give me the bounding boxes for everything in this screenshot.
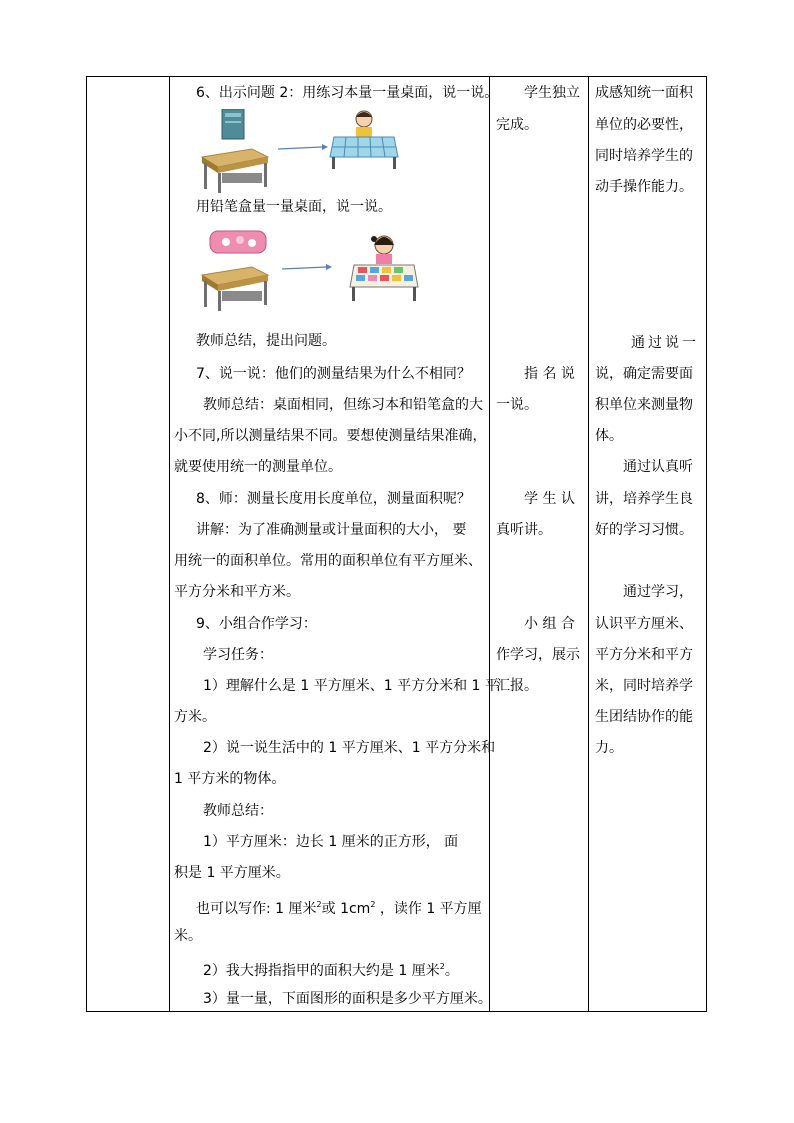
thumb-text: 。 <box>444 963 459 979</box>
intent-text: 通过认真听 <box>623 459 693 475</box>
intent-text: 通过说一 <box>631 335 699 351</box>
intent-text: 体。 <box>595 428 623 444</box>
definition-line: 1）平方厘米：边长 1 厘米的正方形， 面 <box>203 834 459 850</box>
step7-text: 7、说一说：他们的测量结果为什么不相同？ <box>196 366 471 382</box>
intent-text: 平方分米和平方 <box>595 647 693 663</box>
arrow-icon <box>282 263 332 273</box>
step8-text: 8、师：测量长度用长度单位，测量面积呢？ <box>196 491 471 507</box>
write-as-text: 或 1cm <box>321 901 371 917</box>
boy-at-desk-illustration <box>328 109 400 169</box>
student-text: 完成。 <box>496 117 538 133</box>
desk-illustration <box>200 147 270 193</box>
student-text: 一说。 <box>496 397 538 413</box>
step9-text: 9、小组合作学习： <box>196 616 317 632</box>
stage-column <box>87 77 169 1011</box>
lesson-table <box>86 76 707 1012</box>
intent-text: 动手操作能力。 <box>595 179 693 195</box>
student-text: 学 生 认 <box>524 491 575 507</box>
student-text: 学生独立 <box>524 85 580 101</box>
write-as-line <box>196 895 482 919</box>
measure-line: 3）量一量，下面图形的面积是多少平方厘米。 <box>203 991 492 1007</box>
task2-line: 2）说一说生活中的 1 平方厘米、1 平方分米和 <box>203 740 496 756</box>
step6b-text: 用铅笔盒量一量桌面，说一说。 <box>196 199 392 215</box>
arrow-icon <box>278 143 328 153</box>
step6-text: 6、出示问题 2：用练习本量一量桌面，说一说。 <box>196 85 499 101</box>
intent-text: 好的学习习惯。 <box>595 522 693 538</box>
student-activity-column <box>490 77 588 1011</box>
teacher-summary-1: 教师总结，提出问题。 <box>196 333 336 349</box>
design-intent-column <box>589 77 707 1011</box>
summary2-line: 教师总结：桌面相同，但练习本和铅笔盒的大 <box>203 397 483 413</box>
write-as-text: 也可以写作: 1 厘米 <box>196 901 317 917</box>
pencil-box-illustration <box>206 227 270 259</box>
superscript: 2 <box>439 962 445 971</box>
desk-illustration <box>200 265 270 311</box>
explain-line: 讲解：为了准确测量或计量面积的大小， 要 <box>196 522 467 538</box>
intent-text: 积单位来测量物 <box>595 397 693 413</box>
student-text: 指 名 说 <box>524 366 575 382</box>
intent-text: 成感知统一面积 <box>595 85 693 101</box>
student-text: 小 组 合 <box>524 616 575 632</box>
student-text: 汇报。 <box>496 678 538 694</box>
teacher-summary-label: 教师总结： <box>203 803 273 819</box>
thumb-text: 2）我大拇指指甲的面积大约是 1 厘米 <box>203 963 440 979</box>
intent-text: 讲，培养学生良 <box>595 491 693 507</box>
intent-text: 生团结协作的能 <box>595 709 693 725</box>
task2-line: 1 平方米的物体。 <box>174 771 286 787</box>
explain-line: 用统一的面积单位。常用的面积单位有平方厘米、 <box>174 553 482 569</box>
write-as-line: 米。 <box>174 928 202 944</box>
intent-text: 力。 <box>595 740 623 756</box>
intent-text: 米，同时培养学 <box>595 678 693 694</box>
teaching-process-column <box>170 77 499 1011</box>
thumb-line <box>203 957 459 981</box>
write-as-text: ，读作 1 平方厘 <box>375 901 482 917</box>
task1-line: 1）理解什么是 1 平方厘米、1 平方分米和 1 平 <box>203 678 499 694</box>
student-text: 真听讲。 <box>496 522 552 538</box>
definition-line: 积是 1 平方厘米。 <box>174 865 290 881</box>
task1-line: 方米。 <box>174 709 216 725</box>
summary2-line: 就要使用统一的测量单位。 <box>174 459 342 475</box>
task-label: 学习任务： <box>203 647 273 663</box>
intent-text: 通过学习， <box>623 584 693 600</box>
intent-text: 说，确定需要面 <box>595 366 693 382</box>
summary2-line: 小不同,所以测量结果不同。要想使测量结果准确， <box>174 428 487 444</box>
superscript: 2 <box>316 900 322 909</box>
intent-text: 认识平方厘米、 <box>595 616 693 632</box>
intent-text: 同时培养学生的 <box>595 148 693 164</box>
superscript: 2 <box>370 900 376 909</box>
girl-at-desk-illustration <box>348 233 420 309</box>
intent-text: 单位的必要性， <box>595 117 693 133</box>
student-text: 作学习，展示 <box>496 647 580 663</box>
explain-line: 平方分米和平方米。 <box>174 584 300 600</box>
notebook-illustration <box>200 109 260 147</box>
